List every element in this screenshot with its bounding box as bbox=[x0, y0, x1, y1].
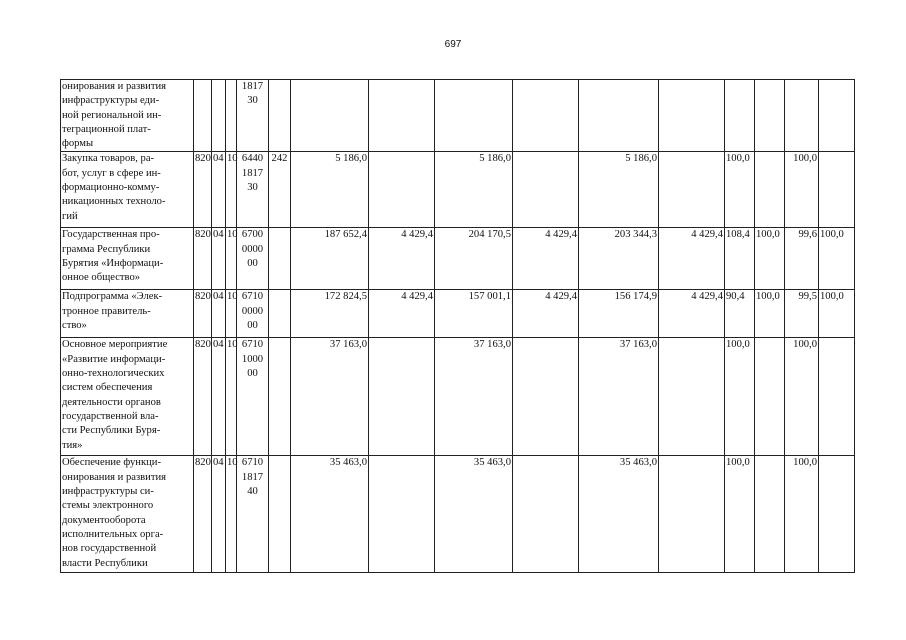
pr-cell: 10 bbox=[226, 152, 237, 228]
percent-cell: 99,6 bbox=[785, 228, 819, 290]
amount-cell bbox=[579, 80, 659, 152]
table-row bbox=[61, 338, 855, 456]
percent-cell: 100,0 bbox=[725, 456, 755, 573]
csr-cell bbox=[237, 80, 269, 152]
table-row bbox=[61, 456, 855, 573]
csr-cell bbox=[237, 338, 269, 456]
amount-cell bbox=[513, 338, 579, 456]
amount-cell: 4 429,4 bbox=[513, 290, 579, 338]
table-row bbox=[61, 80, 855, 152]
row-name-cell-line: Государственная про- bbox=[62, 229, 160, 241]
percent-cell bbox=[725, 80, 755, 152]
percent-cell: 100,0 bbox=[819, 290, 855, 338]
rz-cell: 04 bbox=[212, 338, 226, 456]
amount-cell: 37 163,0 bbox=[579, 338, 659, 456]
csr-cell-line: 1000 bbox=[241, 353, 264, 365]
amount-cell bbox=[369, 456, 435, 573]
row-name-cell-line: нов государственной bbox=[62, 543, 157, 555]
amount-cell: 157 001,1 bbox=[435, 290, 513, 338]
row-name-cell bbox=[61, 80, 194, 152]
amount-cell: 203 344,3 bbox=[579, 228, 659, 290]
row-name-cell-line: сти Республики Буря- bbox=[62, 425, 161, 437]
percent-cell bbox=[819, 456, 855, 573]
csr-cell-line: 6710 bbox=[241, 291, 264, 303]
amount-cell: 204 170,5 bbox=[435, 228, 513, 290]
csr-cell-line: 6710 bbox=[241, 457, 264, 469]
vr-cell bbox=[269, 80, 291, 152]
row-name-cell-line: власти Республики bbox=[62, 557, 148, 569]
percent-cell: 99,5 bbox=[785, 290, 819, 338]
amount-cell: 4 429,4 bbox=[369, 228, 435, 290]
percent-cell bbox=[755, 456, 785, 573]
percent-cell bbox=[755, 80, 785, 152]
grbs-cell bbox=[194, 80, 212, 152]
percent-cell bbox=[785, 80, 819, 152]
vr-cell bbox=[269, 338, 291, 456]
csr-cell-line: 00 bbox=[247, 258, 258, 270]
rz-cell bbox=[212, 80, 226, 152]
amount-cell: 172 824,5 bbox=[291, 290, 369, 338]
row-name-cell-line: государственной вла- bbox=[62, 410, 159, 422]
amount-cell bbox=[369, 80, 435, 152]
csr-cell-line: 6710 bbox=[241, 339, 264, 351]
rz-cell: 04 bbox=[212, 290, 226, 338]
row-name-cell-line: инфраструктуры си- bbox=[62, 486, 154, 498]
row-name-cell-line: формационно-комму- bbox=[62, 182, 160, 194]
csr-cell-line: 00 bbox=[247, 320, 258, 332]
amount-cell: 35 463,0 bbox=[435, 456, 513, 573]
amount-cell bbox=[369, 152, 435, 228]
rz-cell: 04 bbox=[212, 152, 226, 228]
percent-cell: 108,4 bbox=[725, 228, 755, 290]
amount-cell bbox=[659, 80, 725, 152]
amount-cell: 37 163,0 bbox=[435, 338, 513, 456]
percent-cell: 100,0 bbox=[819, 228, 855, 290]
vr-cell bbox=[269, 290, 291, 338]
csr-cell-line: 30 bbox=[247, 182, 258, 194]
amount-cell: 4 429,4 bbox=[659, 290, 725, 338]
percent-cell: 100,0 bbox=[755, 228, 785, 290]
row-name-cell-line: онное общество» bbox=[62, 272, 141, 284]
table-row bbox=[61, 152, 855, 228]
csr-cell-line: 00 bbox=[247, 368, 258, 380]
amount-cell bbox=[659, 456, 725, 573]
row-name-cell-line: онирования и развития bbox=[62, 471, 166, 483]
row-name-cell-line: Подпрограмма «Элек- bbox=[62, 291, 163, 303]
amount-cell: 5 186,0 bbox=[291, 152, 369, 228]
amount-cell bbox=[291, 80, 369, 152]
row-name-cell-line: тия» bbox=[62, 439, 83, 451]
row-name-cell-line: ство» bbox=[62, 320, 87, 332]
csr-cell-line: 0000 bbox=[241, 305, 264, 317]
row-name-cell-line: Обеспечение функци- bbox=[62, 457, 161, 469]
row-name-cell-line: стемы электронного bbox=[62, 500, 154, 512]
csr-cell bbox=[237, 228, 269, 290]
row-name-cell-line: онирования и развития bbox=[62, 81, 166, 92]
page-number: 697 bbox=[444, 39, 462, 50]
row-name-cell-line: деятельности органов bbox=[62, 396, 161, 408]
grbs-cell: 820 bbox=[194, 338, 212, 456]
percent-cell: 100,0 bbox=[725, 152, 755, 228]
amount-cell: 4 429,4 bbox=[369, 290, 435, 338]
amount-cell bbox=[435, 80, 513, 152]
csr-cell bbox=[237, 152, 269, 228]
row-name-cell bbox=[61, 338, 194, 456]
row-name-cell-line: грамма Республики bbox=[62, 243, 151, 255]
csr-cell-line: 0000 bbox=[241, 243, 264, 255]
row-name-cell-line: документооборота bbox=[62, 514, 146, 526]
csr-cell bbox=[237, 456, 269, 573]
row-name-cell-line: онно-технологических bbox=[62, 368, 165, 380]
amount-cell: 5 186,0 bbox=[435, 152, 513, 228]
row-name-cell-line: формы bbox=[62, 138, 94, 150]
row-name-cell bbox=[61, 152, 194, 228]
pr-cell: 10 bbox=[226, 290, 237, 338]
percent-cell: 100,0 bbox=[755, 290, 785, 338]
pr-cell: 10 bbox=[226, 338, 237, 456]
pr-cell: 10 bbox=[226, 228, 237, 290]
amount-cell: 35 463,0 bbox=[291, 456, 369, 573]
row-name-cell-line: систем обеспечения bbox=[62, 382, 153, 394]
amount-cell bbox=[513, 80, 579, 152]
percent-cell bbox=[819, 152, 855, 228]
percent-cell bbox=[819, 338, 855, 456]
csr-cell-line: 6440 bbox=[241, 153, 264, 165]
csr-cell-line: 1817 bbox=[241, 471, 264, 483]
amount-cell: 35 463,0 bbox=[579, 456, 659, 573]
amount-cell bbox=[513, 152, 579, 228]
rz-cell: 04 bbox=[212, 456, 226, 573]
amount-cell: 4 429,4 bbox=[513, 228, 579, 290]
row-name-cell bbox=[61, 228, 194, 290]
rz-cell: 04 bbox=[212, 228, 226, 290]
pr-cell bbox=[226, 80, 237, 152]
amount-cell bbox=[659, 338, 725, 456]
row-name-cell-line: Бурятия «Информаци- bbox=[62, 258, 164, 270]
amount-cell: 37 163,0 bbox=[291, 338, 369, 456]
row-name-cell-line: теграционной плат- bbox=[62, 123, 151, 135]
percent-cell bbox=[755, 152, 785, 228]
table-row bbox=[61, 228, 855, 290]
row-name-cell-line: никационных техноло- bbox=[62, 196, 166, 208]
percent-cell: 100,0 bbox=[785, 338, 819, 456]
amount-cell bbox=[369, 338, 435, 456]
percent-cell bbox=[819, 80, 855, 152]
csr-cell-line: 30 bbox=[247, 95, 258, 107]
amount-cell bbox=[513, 456, 579, 573]
percent-cell: 100,0 bbox=[785, 456, 819, 573]
budget-table bbox=[60, 79, 855, 573]
percent-cell: 100,0 bbox=[725, 338, 755, 456]
vr-cell: 242 bbox=[269, 152, 291, 228]
row-name-cell-line: исполнительных орга- bbox=[62, 528, 164, 540]
grbs-cell: 820 bbox=[194, 228, 212, 290]
row-name-cell-line: Основное мероприятие bbox=[62, 339, 168, 351]
csr-cell-line: 1817 bbox=[241, 167, 264, 179]
vr-cell bbox=[269, 228, 291, 290]
amount-cell: 187 652,4 bbox=[291, 228, 369, 290]
row-name-cell-line: тронное правитель- bbox=[62, 305, 151, 317]
row-name-cell bbox=[61, 290, 194, 338]
amount-cell: 5 186,0 bbox=[579, 152, 659, 228]
row-name-cell-line: инфраструктуры еди- bbox=[62, 95, 160, 107]
pr-cell: 10 bbox=[226, 456, 237, 573]
csr-cell-line: 1817 bbox=[241, 81, 264, 92]
percent-cell: 100,0 bbox=[785, 152, 819, 228]
percent-cell: 90,4 bbox=[725, 290, 755, 338]
row-name-cell-line: бот, услуг в сфере ин- bbox=[62, 167, 161, 179]
csr-cell-line: 40 bbox=[247, 486, 258, 498]
row-name-cell-line: гий bbox=[62, 210, 78, 222]
amount-cell: 4 429,4 bbox=[659, 228, 725, 290]
grbs-cell: 820 bbox=[194, 290, 212, 338]
table-row bbox=[61, 290, 855, 338]
percent-cell bbox=[755, 338, 785, 456]
row-name-cell-line: ной региональной ин- bbox=[62, 109, 162, 121]
grbs-cell: 820 bbox=[194, 152, 212, 228]
csr-cell bbox=[237, 290, 269, 338]
vr-cell bbox=[269, 456, 291, 573]
row-name-cell-line: Закупка товаров, ра- bbox=[62, 153, 155, 165]
row-name-cell-line: «Развитие информаци- bbox=[62, 353, 166, 365]
amount-cell bbox=[659, 152, 725, 228]
row-name-cell bbox=[61, 456, 194, 573]
csr-cell-line: 6700 bbox=[241, 229, 264, 241]
grbs-cell: 820 bbox=[194, 456, 212, 573]
amount-cell: 156 174,9 bbox=[579, 290, 659, 338]
